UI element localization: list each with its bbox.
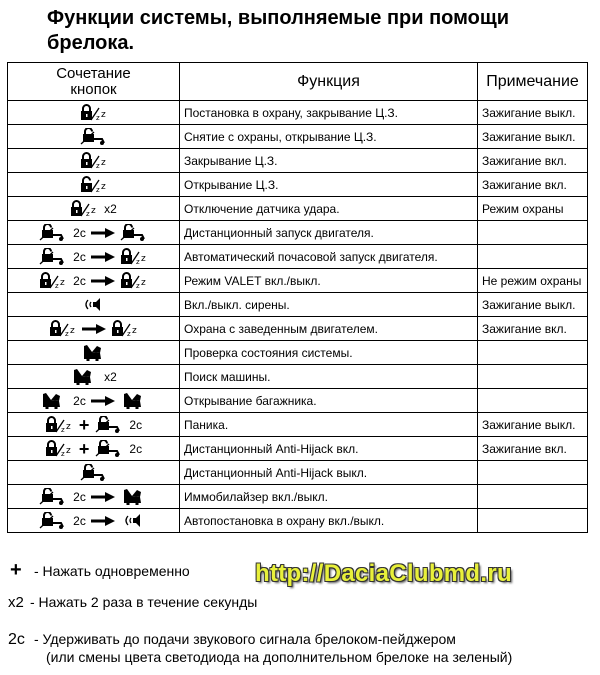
table-row xyxy=(8,341,588,365)
functions-table xyxy=(7,62,588,533)
note-cell xyxy=(478,485,588,509)
legend-x2-text: - Нажать 2 раза в течение секунды xyxy=(30,594,258,610)
combo-cell xyxy=(8,461,180,485)
siren-icon xyxy=(120,512,148,529)
note-cell xyxy=(478,245,588,269)
note-cell: Зажигание выкл. xyxy=(478,125,588,149)
combo-cell xyxy=(8,293,180,317)
legend-x2-symbol: x2 xyxy=(8,594,24,611)
unlock-icon xyxy=(95,440,123,457)
table-row xyxy=(8,509,588,533)
note-cell: Зажигание вкл. xyxy=(478,173,588,197)
combo-cell xyxy=(8,101,180,125)
svg-text:z: z xyxy=(95,186,100,193)
legend-hold-text-2: (или смены цвета светодиода на дополнительном брелоке на зеленый) xyxy=(46,649,513,665)
unlock-icon xyxy=(120,224,148,241)
function-cell: Дистанционный Anti-Hijack выкл. xyxy=(180,461,478,485)
combo-cell xyxy=(8,413,180,437)
legend-hold-text-1: - Удерживать до подачи звукового сигнала брелоком-пейджером xyxy=(34,631,456,647)
note-cell xyxy=(478,509,588,533)
plus-icon: + xyxy=(78,438,90,459)
function-cell: Проверка состояния системы. xyxy=(180,341,478,365)
function-cell: Паника. xyxy=(180,413,478,437)
header-function: Функция xyxy=(180,63,478,101)
svg-text:z: z xyxy=(64,330,69,337)
combo-cell xyxy=(8,221,180,245)
svg-text:z: z xyxy=(69,326,75,336)
lock-z-icon xyxy=(49,320,77,337)
arrow-right-icon xyxy=(91,395,115,407)
function-cell: Снятие с охраны, открывание Ц.З. xyxy=(180,125,478,149)
legend-plus-text: - Нажать одновременно xyxy=(34,563,190,579)
table-row xyxy=(8,245,588,269)
function-cell: Постановка в охрану, закрывание Ц.З. xyxy=(180,101,478,125)
svg-text:z: z xyxy=(100,110,106,120)
combo-modifier: 2c xyxy=(73,273,86,288)
svg-text:z: z xyxy=(95,114,100,121)
svg-text:z: z xyxy=(140,254,146,264)
function-cell: Открывание багажника. xyxy=(180,389,478,413)
svg-text:z: z xyxy=(131,326,137,336)
page-title: Функции системы, выполняемые при помощи брелока. xyxy=(47,7,510,54)
header-note: Примечание xyxy=(478,63,588,101)
function-cell: Автопостановка в охрану вкл./выкл. xyxy=(180,509,478,533)
combo-modifier: 2c xyxy=(129,417,143,432)
function-cell: Дистанционный запуск двигателя. xyxy=(180,221,478,245)
arrow-right-icon xyxy=(91,515,115,527)
svg-text:z: z xyxy=(95,162,100,169)
note-cell: Зажигание вкл. xyxy=(478,317,588,341)
table-row xyxy=(8,485,588,509)
table-row xyxy=(8,173,588,197)
note-cell xyxy=(478,365,588,389)
svg-text:z: z xyxy=(135,282,140,289)
function-cell: Дистанционный Anti-Hijack вкл. xyxy=(180,437,478,461)
combo-cell xyxy=(8,485,180,509)
svg-text:z: z xyxy=(60,278,65,288)
arrow-right-icon xyxy=(91,227,115,239)
combo-modifier: x2 xyxy=(104,201,117,216)
combo-cell xyxy=(8,269,180,293)
table-row xyxy=(8,293,588,317)
svg-text:z: z xyxy=(65,446,71,456)
table-row xyxy=(8,149,588,173)
table-row xyxy=(8,461,588,485)
table-row xyxy=(8,125,588,149)
svg-text:z: z xyxy=(100,182,106,192)
svg-text:z: z xyxy=(135,258,140,265)
svg-text:z: z xyxy=(65,422,71,432)
svg-text:z: z xyxy=(126,330,131,337)
function-cell: Закрывание Ц.З. xyxy=(180,149,478,173)
svg-text:z: z xyxy=(91,206,96,216)
table-row xyxy=(8,437,588,461)
combo-modifier: 2c xyxy=(73,249,86,264)
combo-cell xyxy=(8,509,180,533)
siren-icon xyxy=(80,296,108,313)
function-cell: Автоматический почасовой запуск двигателя. xyxy=(180,245,478,269)
arrow-right-icon xyxy=(91,251,115,263)
watermark: http://DaciaClubmd.ru xyxy=(255,560,512,587)
combo-cell xyxy=(8,125,180,149)
combo-cell xyxy=(8,197,180,221)
combo-modifier: x2 xyxy=(104,369,117,384)
lock-z-icon xyxy=(39,272,67,289)
trunk-icon xyxy=(120,392,148,409)
svg-text:z: z xyxy=(140,278,146,288)
table-row xyxy=(8,221,588,245)
trunk-icon xyxy=(70,368,98,385)
header-combo: Сочетание кнопок xyxy=(8,63,180,101)
function-cell: Иммобилайзер вкл./выкл. xyxy=(180,485,478,509)
table-header-row xyxy=(8,63,588,101)
unlock-icon xyxy=(39,224,67,241)
trunk-icon xyxy=(39,392,67,409)
function-cell: Вкл./выкл. сирены. xyxy=(180,293,478,317)
combo-cell xyxy=(8,365,180,389)
combo-cell xyxy=(8,173,180,197)
function-cell: Открывание Ц.З. xyxy=(180,173,478,197)
lock-z-icon xyxy=(120,248,148,265)
note-cell xyxy=(478,389,588,413)
table-row xyxy=(8,365,588,389)
table-row xyxy=(8,269,588,293)
table-body xyxy=(8,101,588,533)
table-row xyxy=(8,389,588,413)
legend-plus-symbol: + xyxy=(10,559,22,581)
note-cell xyxy=(478,461,588,485)
function-cell: Режим VALET вкл./выкл. xyxy=(180,269,478,293)
lock-z-icon xyxy=(45,440,73,457)
svg-text:z: z xyxy=(60,426,65,433)
combo-modifier: 2c xyxy=(129,441,143,456)
plus-icon: + xyxy=(78,414,90,435)
unlock-icon xyxy=(39,512,67,529)
lock-z-icon xyxy=(80,152,108,169)
note-cell xyxy=(478,341,588,365)
note-cell: Зажигание выкл. xyxy=(478,293,588,317)
note-cell: Не режим охраны xyxy=(478,269,588,293)
note-cell: Зажигание вкл. xyxy=(478,437,588,461)
note-cell: Зажигание вкл. xyxy=(478,149,588,173)
combo-modifier: 2c xyxy=(73,225,86,240)
note-cell xyxy=(478,221,588,245)
arrow-right-icon xyxy=(91,491,115,503)
arrow-right-icon xyxy=(82,323,106,335)
function-cell: Отключение датчика удара. xyxy=(180,197,478,221)
lock-z-icon xyxy=(45,416,73,433)
combo-cell xyxy=(8,149,180,173)
unlock-icon xyxy=(80,128,108,145)
combo-cell xyxy=(8,437,180,461)
combo-cell xyxy=(8,245,180,269)
unlock-icon xyxy=(95,416,123,433)
legend-hold-symbol: 2c xyxy=(8,631,25,648)
table-row xyxy=(8,101,588,125)
svg-text:z: z xyxy=(55,282,59,289)
unlock-z-icon xyxy=(80,176,108,193)
svg-text:z: z xyxy=(100,158,106,168)
combo-cell xyxy=(8,317,180,341)
svg-text:z: z xyxy=(86,210,90,217)
function-cell: Охрана с заведенным двигателем. xyxy=(180,317,478,341)
combo-cell xyxy=(8,341,180,365)
svg-text:z: z xyxy=(60,450,65,457)
combo-cell xyxy=(8,389,180,413)
combo-modifier: 2c xyxy=(73,513,86,528)
note-cell: Зажигание выкл. xyxy=(478,101,588,125)
table-row xyxy=(8,197,588,221)
unlock-icon xyxy=(80,464,108,481)
note-cell: Режим охраны xyxy=(478,197,588,221)
function-cell: Поиск машины. xyxy=(180,365,478,389)
combo-modifier: 2c xyxy=(73,393,86,408)
unlock-icon xyxy=(39,488,67,505)
trunk-icon xyxy=(120,488,148,505)
table-row xyxy=(8,413,588,437)
table-row xyxy=(8,317,588,341)
lock-z-icon xyxy=(111,320,139,337)
unlock-icon xyxy=(39,248,67,265)
combo-modifier: 2c xyxy=(73,489,86,504)
note-cell: Зажигание выкл. xyxy=(478,413,588,437)
trunk-icon xyxy=(80,344,108,361)
lock-z-icon xyxy=(80,104,108,121)
lock-z-icon xyxy=(120,272,148,289)
lock-z-icon xyxy=(70,200,98,217)
arrow-right-icon xyxy=(91,275,115,287)
